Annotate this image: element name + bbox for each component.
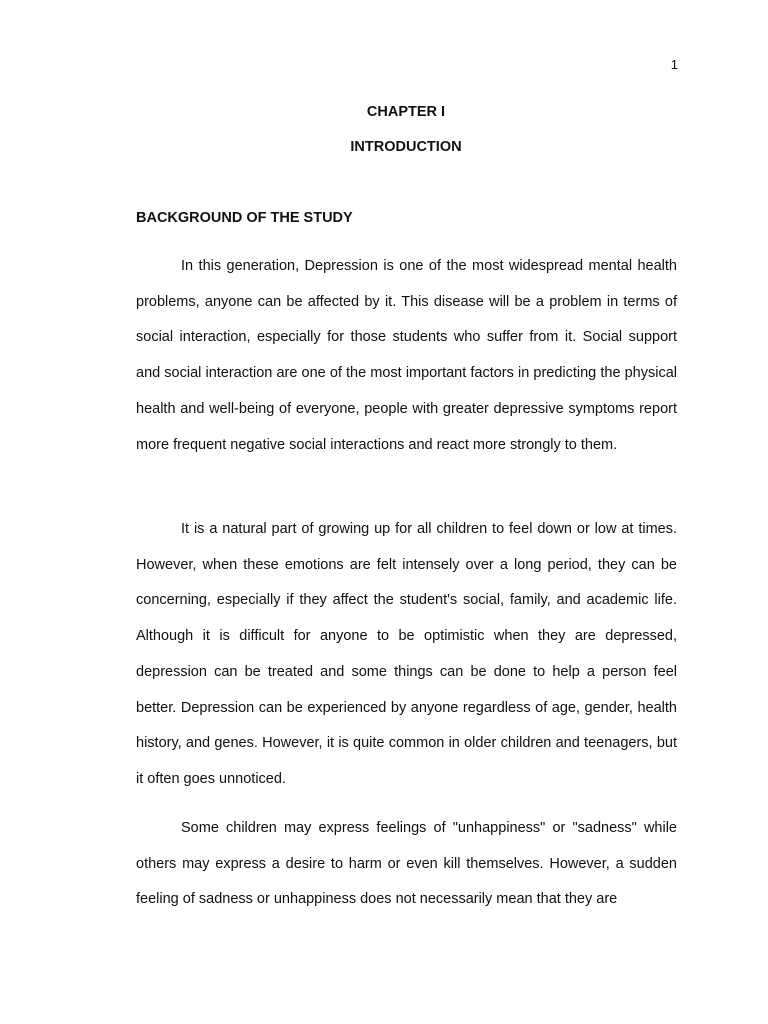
paragraph: It is a natural part of growing up for all children to feel down or low at times. However, when these emotions are felt intensely over a long period, they can be concerning, especially if they affect the student's social, family, and academic life. Although it is difficult for anyone to be optimistic when they are depressed, depression can be treated and some things can be done to help a person feel better. Depression can be experienced by anyone regardless of age, gender, health history, and genes. However, it is quite common in older children and teenagers, but it often goes unnoticed. (136, 521, 677, 787)
paragraph: In this generation, Depression is one of the most widespread mental health problems, anyone can be affected by it. This disease will be a problem in terms of social interaction, especially for those students who suffer from it. Social support and social interaction are one of the most important factors in predicting the physical health and well-being of everyone, people with greater depressive symptoms report more frequent negative social interactions and react more strongly to them. (136, 258, 677, 453)
chapter-title: CHAPTER I (366, 104, 446, 120)
paragraph-2-block (136, 512, 677, 798)
section-heading: BACKGROUND OF THE STUDY (136, 210, 353, 226)
paragraph-3-block (136, 811, 677, 918)
chapter-subtitle: INTRODUCTION (350, 139, 462, 155)
paragraph-1-block (136, 249, 677, 463)
paragraph: Some children may express feelings of "unhappiness" or "sadness" while others may express a desire to harm or even kill themselves. However, a sudden feeling of sadness or unhappiness does not necessarily mean that they are (136, 820, 677, 908)
page-number: 1 (670, 57, 678, 72)
